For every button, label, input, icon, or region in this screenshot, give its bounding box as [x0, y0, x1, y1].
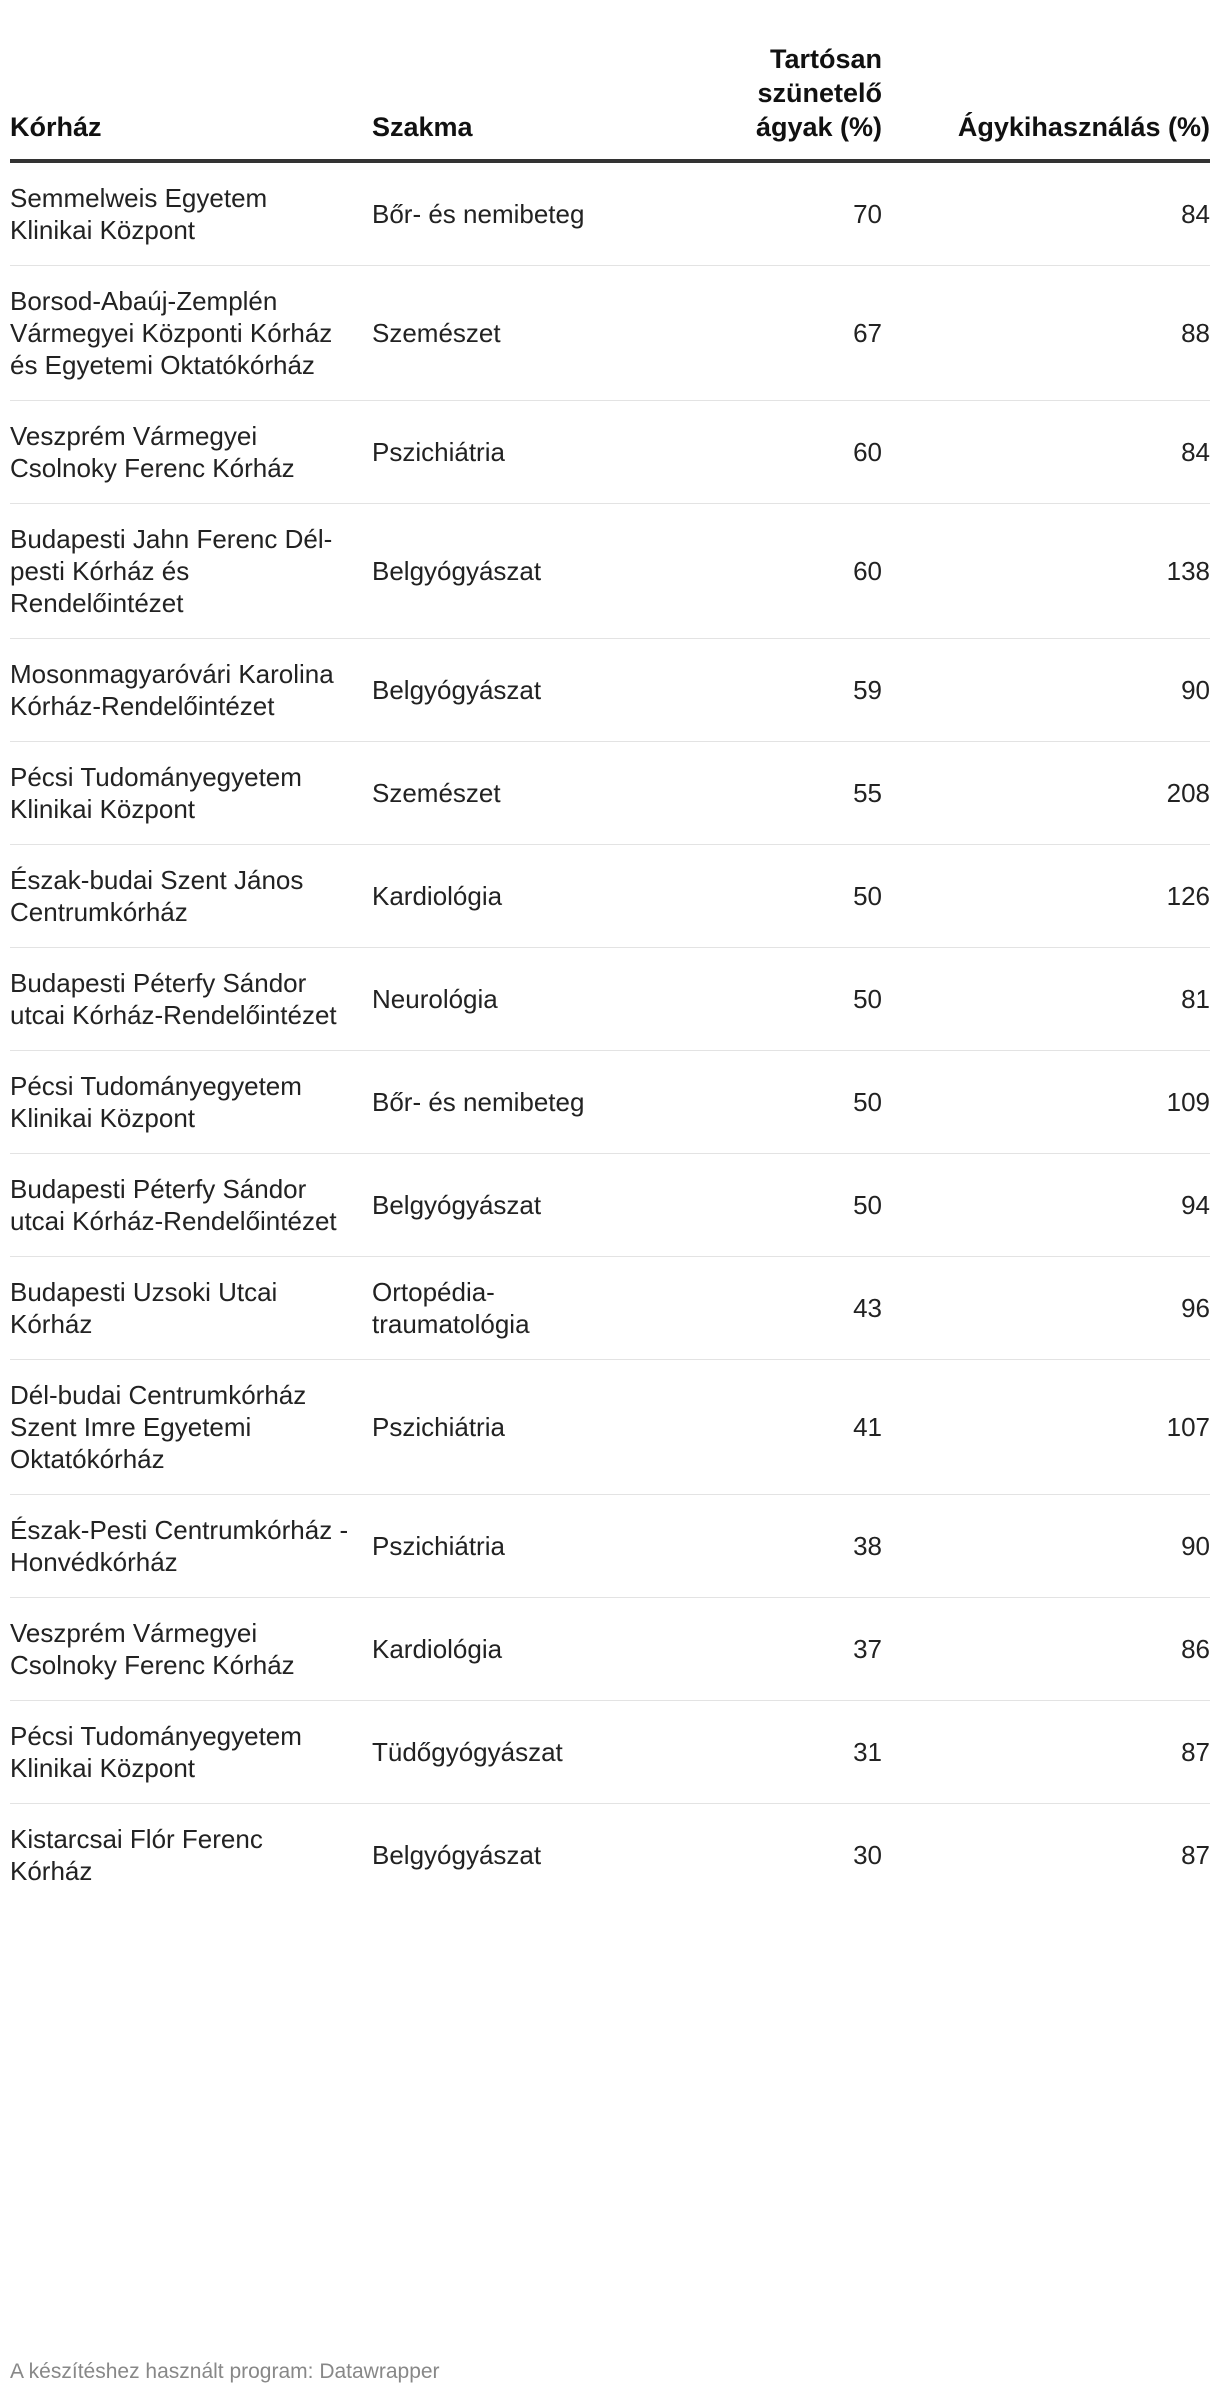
- table-row: [10, 742, 1210, 845]
- cell-paused-beds: 70: [630, 161, 882, 266]
- cell-hospital: Budapesti Jahn Ferenc Dél-pesti Kórház és Rendelőintézet: [10, 504, 372, 639]
- cell-specialty: Ortopédia-traumatológia: [372, 1257, 630, 1360]
- cell-bed-utilization: 81: [882, 948, 1210, 1051]
- cell-paused-beds: 31: [630, 1701, 882, 1804]
- table-row: [10, 1701, 1210, 1804]
- cell-hospital: Dél-budai Centrumkórház Szent Imre Egyetemi Oktatókórház: [10, 1360, 372, 1495]
- cell-hospital: Budapesti Péterfy Sándor utcai Kórház-Rendelőintézet: [10, 1154, 372, 1257]
- cell-specialty: Neurológia: [372, 948, 630, 1051]
- header-hospital[interactable]: Kórház: [10, 42, 372, 161]
- table-row: [10, 639, 1210, 742]
- cell-hospital: Veszprém Vármegyei Csolnoky Ferenc Kórház: [10, 1598, 372, 1701]
- table-row: [10, 1804, 1210, 1907]
- cell-paused-beds: 50: [630, 845, 882, 948]
- table-row: [10, 1598, 1210, 1701]
- header-paused-beds[interactable]: Tartósan szünetelő ágyak (%): [630, 42, 882, 161]
- cell-specialty: Tüdőgyógyászat: [372, 1701, 630, 1804]
- cell-paused-beds: 60: [630, 401, 882, 504]
- cell-paused-beds: 50: [630, 948, 882, 1051]
- cell-specialty: Szemészet: [372, 266, 630, 401]
- cell-specialty: Belgyógyászat: [372, 504, 630, 639]
- table-row: [10, 948, 1210, 1051]
- cell-hospital: Veszprém Vármegyei Csolnoky Ferenc Kórház: [10, 401, 372, 504]
- cell-hospital: Budapesti Péterfy Sándor utcai Kórház-Rendelőintézet: [10, 948, 372, 1051]
- cell-bed-utilization: 87: [882, 1701, 1210, 1804]
- cell-hospital: Kistarcsai Flór Ferenc Kórház: [10, 1824, 263, 1886]
- table-row: [10, 845, 1210, 948]
- table-row: [10, 266, 1210, 401]
- cell-paused-beds: 41: [630, 1360, 882, 1495]
- cell-specialty: Pszichiátria: [372, 1495, 630, 1598]
- table-row: [10, 1154, 1210, 1257]
- cell-bed-utilization: 88: [882, 266, 1210, 401]
- cell-paused-beds: 43: [630, 1257, 882, 1360]
- cell-bed-utilization: 90: [882, 1495, 1210, 1598]
- cell-specialty: Bőr- és nemibeteg: [372, 161, 630, 266]
- cell-bed-utilization: 90: [882, 639, 1210, 742]
- cell-specialty: Pszichiátria: [372, 1360, 630, 1495]
- cell-hospital: Pécsi Tudományegyetem Klinikai Központ: [10, 1701, 372, 1804]
- cell-paused-beds: 30: [853, 1840, 882, 1870]
- cell-specialty: Szemészet: [372, 742, 630, 845]
- cell-hospital: Borsod-Abaúj-Zemplén Vármegyei Központi Kórház és Egyetemi Oktatókórház: [10, 266, 372, 401]
- cell-paused-beds: 55: [630, 742, 882, 845]
- cell-bed-utilization: 107: [882, 1360, 1210, 1495]
- cell-bed-utilization: 84: [882, 401, 1210, 504]
- cell-bed-utilization: 87: [1181, 1840, 1210, 1870]
- cell-specialty: Belgyógyászat: [372, 1840, 542, 1870]
- cell-hospital: Pécsi Tudományegyetem Klinikai Központ: [10, 742, 372, 845]
- table-row: [10, 1257, 1210, 1360]
- cell-paused-beds: 50: [630, 1154, 882, 1257]
- table-row: [10, 504, 1210, 639]
- cell-hospital: Észak-budai Szent János Centrumkórház: [10, 845, 372, 948]
- table-header-row: [10, 42, 1210, 161]
- cell-bed-utilization: 84: [882, 161, 1210, 266]
- cell-specialty: Pszichiátria: [372, 401, 630, 504]
- footer-credit: A készítéshez használt program: Datawrapper: [10, 2360, 440, 2383]
- table-row: [10, 401, 1210, 504]
- cell-specialty: Kardiológia: [372, 1598, 630, 1701]
- data-table: [10, 42, 1210, 1906]
- cell-bed-utilization: 138: [882, 504, 1210, 639]
- table-row: [10, 1360, 1210, 1495]
- cell-specialty: Bőr- és nemibeteg: [372, 1051, 630, 1154]
- cell-specialty: Belgyógyászat: [372, 639, 630, 742]
- cell-paused-beds: 60: [630, 504, 882, 639]
- cell-specialty: Kardiológia: [372, 845, 630, 948]
- header-specialty[interactable]: Szakma: [372, 42, 630, 161]
- cell-paused-beds: 67: [630, 266, 882, 401]
- cell-paused-beds: 59: [630, 639, 882, 742]
- table-row: [10, 1051, 1210, 1154]
- table-body: [10, 161, 1210, 1906]
- cell-hospital: Észak-Pesti Centrumkórház - Honvédkórház: [10, 1495, 372, 1598]
- cell-hospital: Mosonmagyaróvári Karolina Kórház-Rendelőintézet: [10, 639, 372, 742]
- cell-bed-utilization: 126: [882, 845, 1210, 948]
- cell-paused-beds: 37: [630, 1598, 882, 1701]
- cell-hospital: Budapesti Uzsoki Utcai Kórház: [10, 1257, 372, 1360]
- cell-bed-utilization: 96: [882, 1257, 1210, 1360]
- cell-bed-utilization: 109: [882, 1051, 1210, 1154]
- cell-bed-utilization: 94: [882, 1154, 1210, 1257]
- cell-bed-utilization: 208: [882, 742, 1210, 845]
- header-bed-utilization[interactable]: Ágykihasználás (%): [882, 42, 1210, 161]
- cell-hospital: Pécsi Tudományegyetem Klinikai Központ: [10, 1051, 372, 1154]
- table-row: [10, 161, 1210, 266]
- cell-hospital: Semmelweis Egyetem Klinikai Központ: [10, 161, 372, 266]
- cell-bed-utilization: 86: [882, 1598, 1210, 1701]
- table-row: [10, 1495, 1210, 1598]
- cell-paused-beds: 50: [630, 1051, 882, 1154]
- cell-specialty: Belgyógyászat: [372, 1154, 630, 1257]
- cell-paused-beds: 38: [630, 1495, 882, 1598]
